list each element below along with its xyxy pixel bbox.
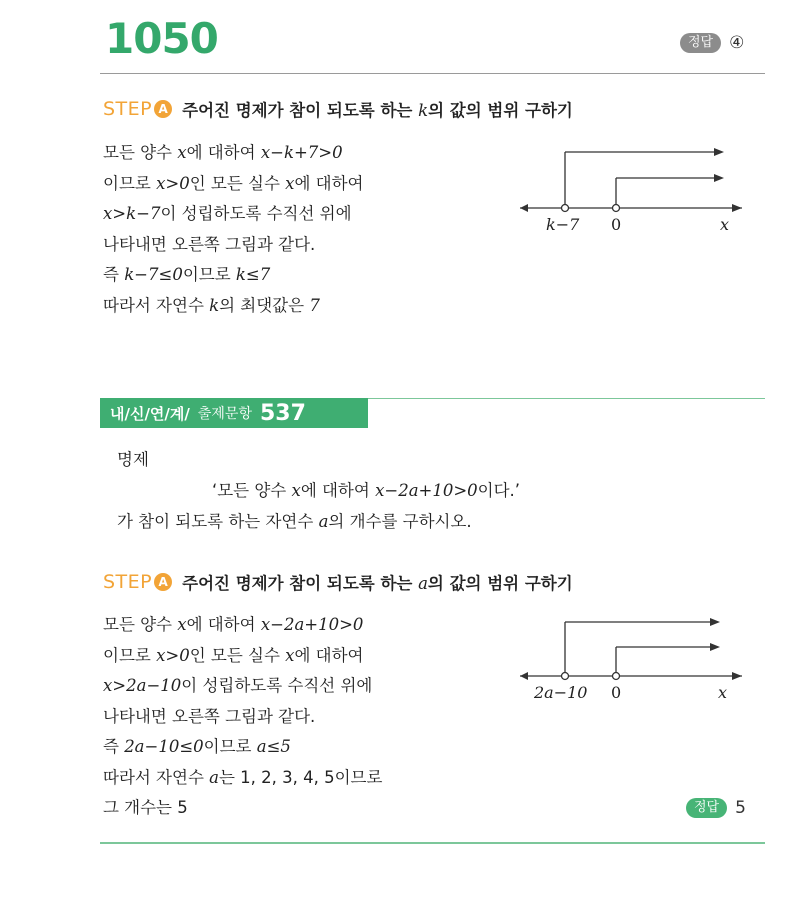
solution-line: 나타내면 오른쪽 그림과 같다.	[103, 234, 316, 254]
number-line-graphic	[520, 610, 760, 710]
related-divider	[358, 398, 765, 399]
question-prefix: 명제	[117, 450, 149, 469]
answer-value: 5	[735, 798, 746, 818]
solution-line: 따라서 자연수 k의 최댓값은 7	[103, 295, 320, 315]
final-answer	[686, 798, 746, 818]
solution-line: 이므로 x>0인 모든 실수 x에 대하여	[103, 173, 364, 193]
step-letter-badge: A	[154, 573, 172, 591]
step-label: STEP	[103, 571, 153, 593]
step1-number-line	[520, 140, 760, 244]
answer-badge: 정답	[686, 798, 727, 818]
zero-label: 0	[611, 215, 622, 234]
solution-line: 그 개수는 5	[103, 798, 188, 817]
answer-top	[680, 33, 744, 53]
question-tail: 가 참이 되도록 하는 자연수 a의 개수를 구하시오.	[117, 512, 472, 531]
number-line-graphic	[520, 140, 760, 240]
axis-label: x	[720, 215, 730, 234]
problem-number: 1050	[105, 14, 218, 63]
step1-title: 주어진 명제가 참이 되도록 하는 k의 값의 범위 구하기	[182, 101, 573, 120]
left-bound-label: k−7	[546, 215, 580, 234]
step1-header	[103, 97, 573, 121]
banner-label: 출제문항	[197, 406, 252, 422]
left-bound-label: 2a−10	[534, 683, 588, 702]
solution-line: x>2a−10이 성립하도록 수직선 위에	[103, 676, 373, 695]
question-quote: ‘모든 양수 x에 대하여 x−2a+10>0이다.’	[212, 481, 521, 500]
step2-number-line	[520, 610, 760, 714]
solution-line: 따라서 자연수 a는 1, 2, 3, 4, 5이므로	[103, 767, 383, 787]
step2-body	[103, 610, 382, 824]
solution-line: 모든 양수 x에 대하여 x−2a+10>0	[103, 615, 364, 634]
solution-line: 이므로 x>0인 모든 실수 x에 대하여	[103, 645, 364, 665]
step2-title: 주어진 명제가 참이 되도록 하는 a의 값의 범위 구하기	[182, 574, 573, 593]
answer-badge: 정답	[680, 33, 721, 53]
axis-label: x	[718, 683, 728, 702]
solution-line: x>k−7이 성립하도록 수직선 위에	[103, 204, 352, 223]
step1-body	[103, 138, 363, 321]
step-letter-badge: A	[154, 100, 172, 118]
answer-value: ④	[729, 33, 745, 53]
banner-brand: 내/신/연/계/	[110, 404, 190, 423]
solution-line: 나타내면 오른쪽 그림과 같다.	[103, 706, 316, 726]
bottom-divider	[100, 842, 765, 844]
solution-line: 즉 k−7≤0이므로 k≤7	[103, 265, 271, 284]
solution-line: 모든 양수 x에 대하여 x−k+7>0	[103, 143, 343, 162]
banner-number: 537	[259, 400, 306, 426]
step-label: STEP	[103, 98, 153, 120]
step2-header	[103, 570, 573, 594]
related-problem-banner	[100, 398, 368, 428]
solution-line: 즉 2a−10≤0이므로 a≤5	[103, 737, 291, 756]
header-divider	[100, 73, 765, 74]
banner-arrow	[358, 398, 368, 428]
zero-label: 0	[611, 683, 622, 702]
